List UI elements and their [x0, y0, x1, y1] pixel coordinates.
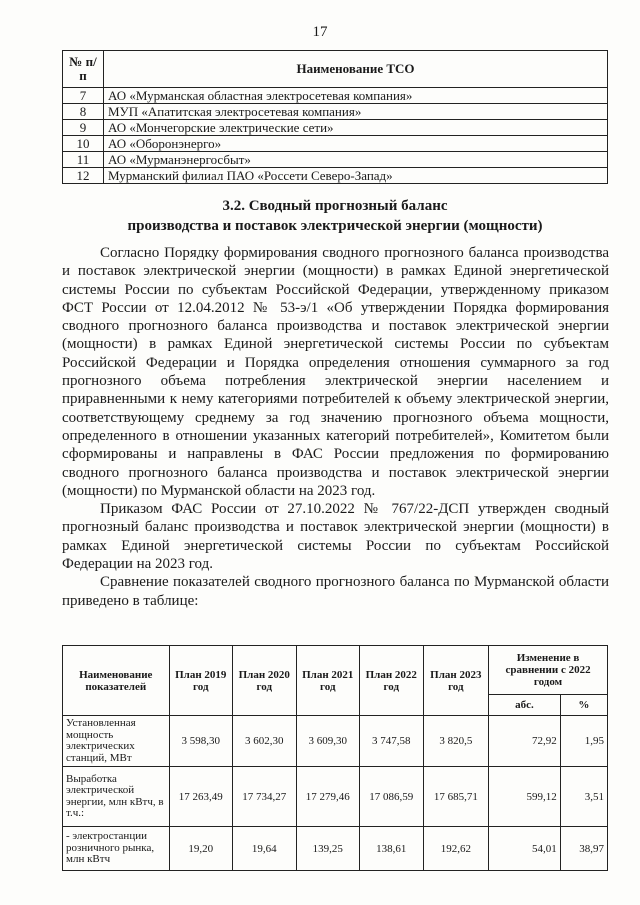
table-row: [63, 716, 608, 767]
table-row: [63, 88, 608, 104]
section-heading: [60, 196, 610, 236]
table-row: [63, 104, 608, 120]
paragraph: Сравнение показателей сводного прогнозного баланса по Мурманской области приведено в таблице:: [62, 574, 609, 609]
page-number: 17: [312, 24, 328, 40]
value-plan-2021: 139,25: [296, 827, 360, 871]
column-header-plan-2023: План 2023 год: [423, 646, 489, 716]
table-row: [63, 152, 608, 168]
table-row: [63, 168, 608, 184]
tso-name: АО «Оборонэнерго»: [104, 136, 608, 152]
tso-table: [62, 50, 608, 184]
row-number: 12: [63, 168, 104, 184]
column-header-pct: %: [560, 695, 607, 716]
value-plan-2022: 138,61: [360, 827, 424, 871]
tso-name: АО «Мурманская областная электросетевая компания»: [104, 88, 608, 104]
row-number: 8: [63, 104, 104, 120]
tso-name: АО «Мончегорские электрические сети»: [104, 120, 608, 136]
section-heading-line-1: 3.2. Сводный прогнозный баланс: [222, 198, 448, 214]
tso-name: Мурманский филиал ПАО «Россети Северо-Запад»: [104, 168, 608, 184]
column-header-indicator: Наименование показателей: [63, 646, 170, 716]
value-change-pct: 38,97: [560, 827, 607, 871]
indicator-label: Установленная мощность электрических станций, МВт: [63, 716, 170, 767]
indicator-label: - электростанции розничного рынка, млн кВтч: [63, 827, 170, 871]
value-change-pct: 3,51: [560, 767, 607, 827]
table-header-row: [63, 646, 608, 695]
table-header-row: [63, 51, 608, 88]
column-header-plan-2022: План 2022 год: [360, 646, 424, 716]
value-plan-2022: 17 086,59: [360, 767, 424, 827]
table-row: [63, 120, 608, 136]
value-plan-2023: 192,62: [423, 827, 489, 871]
section-heading-line-2: производства и поставок электрической энергии (мощности): [127, 218, 543, 234]
value-plan-2020: 17 734,27: [233, 767, 297, 827]
table-row: [63, 827, 608, 871]
paragraph: Согласно Порядку формирования сводного прогнозного баланса производства и поставок электрической энергии (мощности) в рамках Единой энергетической системы России по субъектам Российской Федерации, утвержденному приказом ФСТ России от 12.04.2012 № 53-э/1 «Об утверждении Порядка формирования сводного прогнозного баланса производства и поставок электрической энергии (мощности) в рамках Единой энергетической системы России по субъектам Российской Федерации и Порядка определения отношения суммарного за год прогнозного объема потребления электрической энергии населением и приравненными к нему категориями потребителей к объему электрической энергии, соответствующему среднему за год значению прогнозного объема мощности, определенного в отношении указанных категорий потребителей», Комитетом были сформированы и направлены в ФАС России предложения по формированию сводного прогнозного баланса производства и поставок электрической энергии (мощности) по Мурманской области на 2023 год.: [62, 245, 609, 499]
column-header-plan-2021: План 2021 год: [296, 646, 360, 716]
indicator-label: Выработка электрической энергии, млн кВтч, в т.ч.:: [63, 767, 170, 827]
value-plan-2019: 19,20: [169, 827, 233, 871]
row-number: 7: [63, 88, 104, 104]
value-change-abs: 54,01: [489, 827, 561, 871]
row-number: 9: [63, 120, 104, 136]
paragraph: Приказом ФАС России от 27.10.2022 № 767/22-ДСП утвержден сводный прогнозный баланс производства и поставок электрической энергии (мощности) в рамках Единой энергетической системы России по субъектам Российской Федерации на 2023 год.: [62, 501, 609, 573]
value-change-abs: 599,12: [489, 767, 561, 827]
value-plan-2020: 3 602,30: [233, 716, 297, 767]
value-change-abs: 72,92: [489, 716, 561, 767]
value-plan-2023: 3 820,5: [423, 716, 489, 767]
tso-name: АО «Мурманэнергосбыт»: [104, 152, 608, 168]
table-row: [63, 767, 608, 827]
column-header-plan-2019: План 2019 год: [169, 646, 233, 716]
column-header-change: Изменение в сравнении с 2022 годом: [489, 646, 608, 695]
value-plan-2021: 17 279,46: [296, 767, 360, 827]
table-row: [63, 136, 608, 152]
row-number: 11: [63, 152, 104, 168]
column-header-number: № п/п: [63, 51, 104, 88]
value-plan-2023: 17 685,71: [423, 767, 489, 827]
value-plan-2020: 19,64: [233, 827, 297, 871]
tso-name: МУП «Апатитская электросетевая компания»: [104, 104, 608, 120]
value-plan-2022: 3 747,58: [360, 716, 424, 767]
value-plan-2021: 3 609,30: [296, 716, 360, 767]
column-header-plan-2020: План 2020 год: [233, 646, 297, 716]
column-header-tso-name: Наименование ТСО: [104, 51, 608, 88]
comparison-table: [62, 645, 608, 871]
body-text: [62, 244, 609, 610]
value-change-pct: 1,95: [560, 716, 607, 767]
value-plan-2019: 17 263,49: [169, 767, 233, 827]
column-header-abs: абс.: [489, 695, 561, 716]
value-plan-2019: 3 598,30: [169, 716, 233, 767]
row-number: 10: [63, 136, 104, 152]
